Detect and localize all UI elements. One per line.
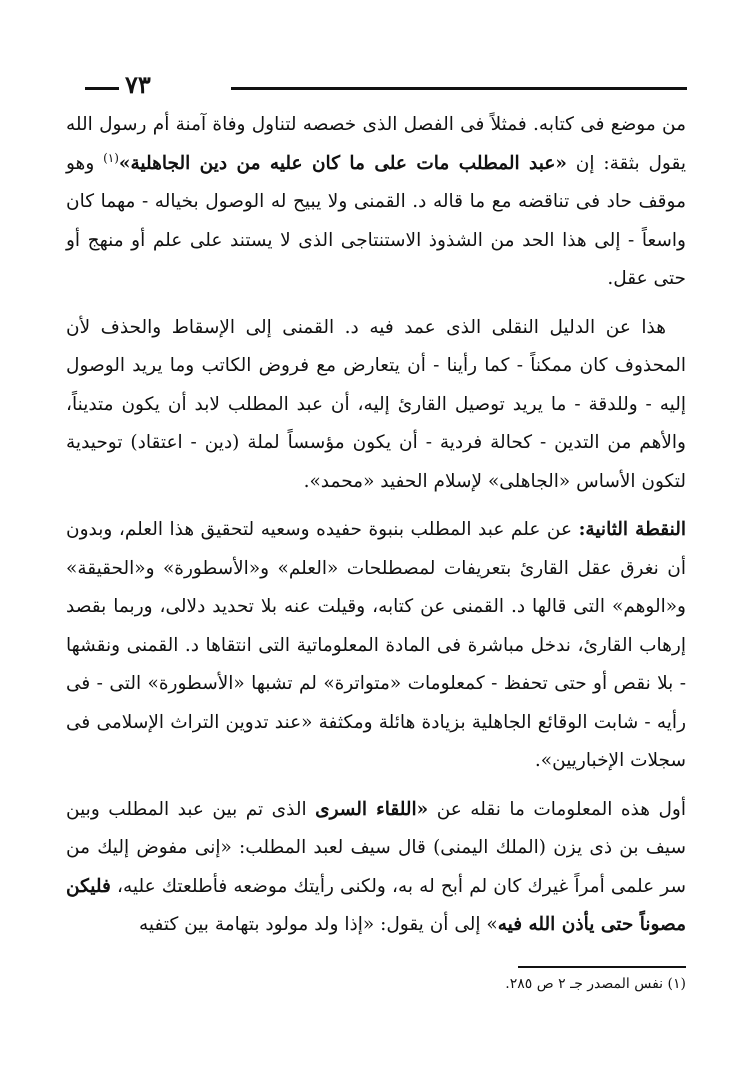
footnote-divider — [518, 966, 686, 968]
section-heading-inline: النقطة الثانية: — [578, 519, 686, 540]
body-text — [66, 106, 686, 955]
paragraph-2 — [66, 309, 686, 502]
page-header — [85, 70, 687, 100]
quote-bold: «اللقاء السرى — [315, 798, 429, 820]
paragraph-4 — [66, 791, 686, 945]
header-rule-short — [85, 87, 119, 90]
paragraph-text: وهو موقف حاد فى تناقضه مع ما قاله د. القمنى ولا يبيح له الوصول بخياله - مهما كان واسعاً - إلى هذا الحد من الشذوذ الاستنتاجى الذى لا يستند على علم أو منهج أو حتى عقل. — [66, 152, 686, 289]
paragraph-3 — [66, 511, 686, 781]
paragraph-text: هذا عن الدليل النقلى الذى عمد فيه د. القمنى إلى الإسقاط والحذف لأن المحذوف كان ممكناً - كما رأينا - أن يتعارض مع فروض الكاتب وما يريد الوصول إليه - وللدقة - ما يريد توصيل القارئ إليه، أن عبد المطلب لابد أن يكون متديناً، والأهم من التدين - كحالة فردية - أن يكون مؤسساً لملة (دين - اعتقاد) توحيدية لتكون الأساس «الجاهلى» لإسلام الحفيد «محمد». — [66, 316, 686, 492]
paragraph-text: » إلى أن يقول: «إذا ولد مولود بتهامة بين كتفيه — [139, 914, 498, 935]
page-number: ٧٣ — [125, 70, 151, 99]
paragraph-text: الذى تم بين عبد المطلب وبين سيف بن ذى يزن (الملك اليمنى) قال سيف لعبد المطلب: «إنى مفوض إليك من سر علمى أمراً غيرك كان لم أبح له به، ولكنى رأيتك موضعه فأطلعتك عليه، — [66, 798, 686, 897]
header-rule-long — [231, 87, 687, 90]
quote-bold: فليكن مصوناً حتى يأذن الله فيه — [66, 875, 686, 935]
paragraph-text: من موضع فى كتابه. فمثلاً فى الفصل الذى خصصه لتناول وفاة آمنة أم رسول الله يقول بثقة: إن — [66, 114, 686, 174]
footnote-ref: (١) — [103, 150, 119, 165]
footnote: (١) نفس المصدر جـ ٢ ص ٢٨٥. — [505, 976, 686, 992]
paragraph-text: عن علم عبد المطلب بنبوة حفيده وسعيه لتحقيق هذا العلم، وبدون أن نغرق عقل القارئ بتعريفات لمصطلحات «العلم» و«الأسطورة» و«الحقيقة» و«الوهم» التى قالها د. القمنى عن كتابه، وقيلت عنه بلا تحديد دلالى، وربما بقصد إرهاب القارئ، ندخل مباشرة فى المادة المعلوماتية التى انتقاها د. القمنى ونقشها - بلا نقص أو حتى تحفظ - كمعلومات «متواترة» لم تشبها «الأسطورة» التى - فى رأيه - شابت الوقائع الجاهلية بزيادة هائلة ومكثفة «عند تدوين التراث الإسلامى فى سجلات الإخباريين». — [66, 519, 686, 771]
paragraph-text: أول هذه المعلومات ما نقله عن — [428, 798, 686, 820]
paragraph-1 — [66, 106, 686, 299]
quote-bold: «عبد المطلب مات على ما كان عليه من دين الجاهلية» — [118, 152, 567, 174]
